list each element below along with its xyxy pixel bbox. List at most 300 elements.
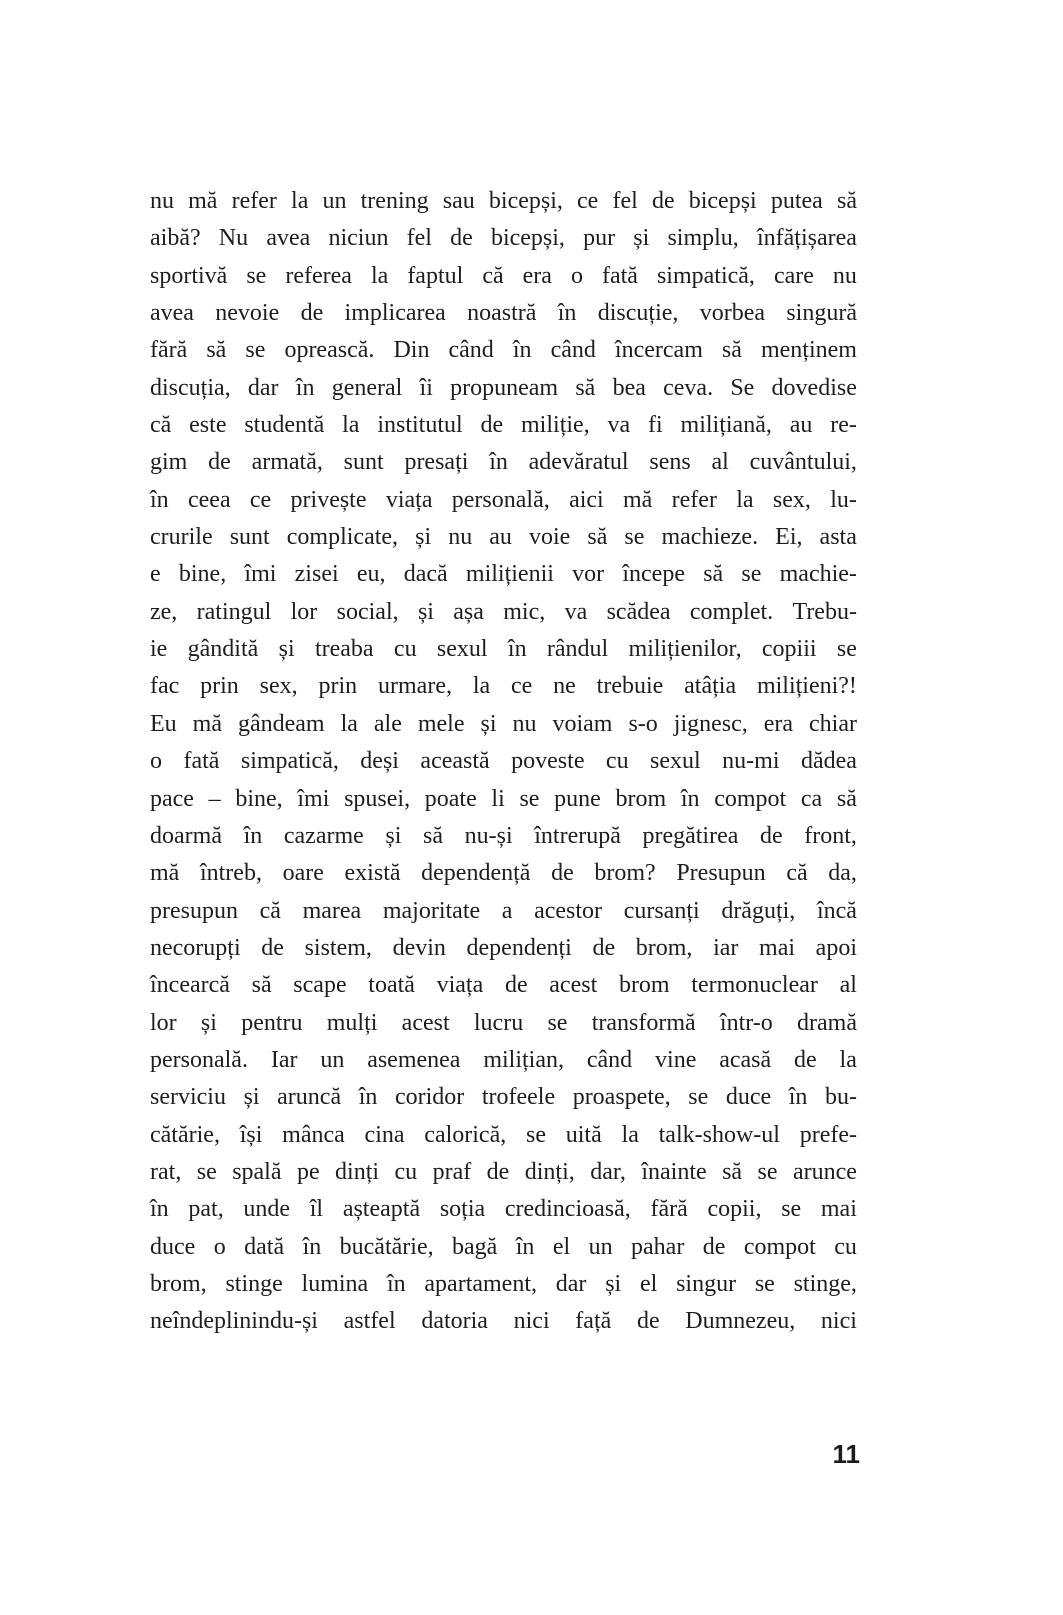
word: discuție,: [597, 300, 679, 327]
word: încearcă: [150, 972, 230, 999]
word: zisei: [294, 561, 339, 588]
word: întrerupă: [534, 822, 621, 849]
word: și: [605, 1270, 622, 1297]
word: duce: [150, 1233, 196, 1260]
word: transformă: [591, 1009, 696, 1036]
word: sex,: [772, 486, 811, 513]
word: jignesc,: [673, 710, 748, 737]
word: talk-show-ul: [658, 1121, 780, 1148]
word: privește: [290, 486, 367, 513]
word: fi: [648, 412, 663, 439]
word: acasă: [719, 1046, 772, 1073]
word: praf: [432, 1158, 472, 1185]
word: acestor: [534, 897, 603, 924]
word: uită: [565, 1121, 602, 1148]
word: la: [370, 262, 389, 289]
word: să: [722, 1158, 743, 1185]
word: lucru: [473, 1009, 524, 1036]
word: în: [557, 300, 577, 327]
word: cătărie,: [150, 1121, 220, 1148]
word: general: [331, 374, 403, 401]
word: stinge: [225, 1270, 283, 1297]
word: se: [196, 1158, 217, 1185]
word: al: [711, 449, 729, 476]
word: miliție,: [521, 412, 590, 439]
word: presupun: [150, 897, 238, 924]
word: și: [480, 710, 497, 737]
word: lumina: [301, 1270, 369, 1297]
text-line: [150, 407, 857, 444]
text-line: [150, 1303, 857, 1340]
word: poveste: [511, 748, 585, 775]
word: scape: [293, 972, 347, 999]
word: pur: [583, 225, 616, 252]
word: gim: [150, 449, 188, 476]
text-line: [150, 183, 857, 220]
word: milițian,: [483, 1046, 564, 1073]
word: avea: [150, 300, 194, 327]
word: drăguți,: [721, 897, 796, 924]
word: lu-: [830, 486, 857, 513]
word: se: [526, 1121, 546, 1148]
word: mă: [188, 188, 218, 214]
word: Trebu-: [792, 598, 857, 625]
word: cu: [393, 636, 417, 663]
word: cazarme: [283, 822, 364, 849]
word: există: [344, 860, 401, 887]
word: singură: [786, 300, 857, 327]
word: începe: [622, 561, 685, 588]
word: la: [291, 188, 309, 214]
word: înfățișarea: [756, 225, 857, 252]
word: să: [587, 524, 608, 551]
word: cu: [834, 1233, 857, 1260]
word: Din: [393, 337, 430, 364]
word: încă: [816, 897, 857, 924]
text-line: [150, 295, 857, 332]
word: îi: [419, 374, 433, 401]
word: Dumnezeu,: [685, 1308, 796, 1335]
word: viața: [436, 972, 484, 999]
word: nu: [832, 262, 857, 289]
word: bu-: [824, 1084, 857, 1111]
text-line: [150, 1042, 857, 1079]
word: la: [340, 710, 358, 737]
word: ratingul: [196, 598, 272, 625]
word: nici: [820, 1308, 857, 1335]
word: această: [420, 748, 490, 775]
word: ce: [577, 188, 599, 214]
word: crurile: [150, 524, 213, 551]
word: spusei,: [344, 785, 411, 812]
word: viața: [385, 486, 433, 513]
word: dependență: [421, 860, 531, 887]
word: mulți: [326, 1009, 378, 1036]
word: cu: [394, 1158, 418, 1185]
word: la: [342, 412, 360, 439]
word: refer: [231, 188, 277, 214]
word: nevoie: [215, 300, 280, 327]
word: atâția: [684, 673, 737, 700]
word: mă: [192, 710, 222, 737]
word: pregătirea: [642, 822, 739, 849]
word: în: [515, 1233, 535, 1260]
text-line: [150, 332, 857, 369]
word: dinți,: [524, 1158, 575, 1185]
word: s-o: [628, 710, 658, 737]
word: la: [472, 673, 491, 700]
word: serviciu: [150, 1084, 226, 1111]
word: era: [763, 710, 794, 737]
word: lor: [290, 598, 318, 625]
word: institutul: [377, 412, 463, 439]
word: el: [639, 1270, 658, 1297]
word: când: [550, 337, 596, 364]
word: bucătărie,: [339, 1233, 434, 1260]
word: o: [213, 1233, 226, 1260]
word: pace: [150, 785, 194, 812]
word: se: [757, 1158, 778, 1185]
word: de: [794, 1046, 817, 1073]
word: un: [588, 1233, 613, 1260]
word: necorupți: [150, 934, 241, 961]
word: să: [251, 972, 272, 999]
word: menținem: [760, 337, 857, 364]
word: Iar: [270, 1046, 298, 1073]
word: sexul: [436, 636, 488, 663]
text-line: [150, 967, 857, 1004]
word: doarmă: [150, 822, 222, 849]
word: Presupun: [676, 860, 766, 887]
word: dată: [244, 1233, 285, 1260]
word: bea: [612, 374, 646, 401]
word: prin: [200, 673, 239, 700]
word: se: [246, 262, 267, 289]
text-line: [150, 1191, 857, 1228]
word: sau: [442, 188, 475, 214]
word: ceva.: [663, 374, 714, 401]
word: Eu: [150, 710, 177, 737]
word: pahar: [631, 1233, 685, 1260]
text-line: [150, 444, 857, 481]
text-line: [150, 631, 857, 668]
word: Se: [730, 374, 755, 401]
text-line: [150, 855, 857, 892]
word: studentă: [244, 412, 325, 439]
word: copiii: [761, 636, 817, 663]
word: un: [320, 1046, 345, 1073]
word: implicarea: [344, 300, 446, 327]
word: și: [200, 1009, 217, 1036]
word: de: [636, 1308, 660, 1335]
word: voie: [528, 524, 571, 551]
word: referea: [285, 262, 352, 289]
word: termonuclear: [691, 972, 818, 999]
word: nici: [513, 1308, 550, 1335]
word: scădea: [606, 598, 671, 625]
word: nu: [448, 524, 473, 551]
text-line: [150, 1229, 857, 1266]
word: de: [300, 300, 324, 327]
word: în: [489, 449, 508, 476]
word: machie-: [779, 561, 857, 588]
word: urmare,: [378, 673, 452, 700]
word: proaspete,: [572, 1084, 671, 1111]
word: poate: [424, 785, 477, 812]
word: se: [519, 785, 540, 812]
word: toată: [368, 972, 415, 999]
word: în: [150, 1196, 169, 1223]
word: eu,: [356, 561, 386, 588]
word: așteaptă: [342, 1196, 421, 1223]
word: chiar: [809, 710, 857, 737]
word: el: [552, 1233, 571, 1260]
word: sportivă: [150, 262, 228, 289]
word: o: [150, 748, 162, 775]
word: discuția,: [150, 374, 231, 401]
word: și: [633, 225, 650, 252]
word: treaba: [314, 636, 374, 663]
word: aruncă: [277, 1084, 342, 1111]
word: într-o: [719, 1009, 773, 1036]
word: prefe-: [799, 1121, 857, 1148]
word: vor: [572, 561, 605, 588]
word: în: [788, 1084, 808, 1111]
word: de: [208, 449, 231, 476]
word: rândul: [546, 636, 609, 663]
word: fel: [406, 225, 432, 252]
word: dar: [555, 1270, 587, 1297]
word: vorbea: [699, 300, 766, 327]
text-line: [150, 556, 857, 593]
word: de: [480, 412, 504, 439]
word: fără: [650, 1196, 688, 1223]
word: și: [417, 598, 434, 625]
word: bicepși,: [490, 225, 565, 252]
word: față: [575, 1308, 612, 1335]
word: întreb,: [199, 860, 262, 887]
word: de: [504, 972, 528, 999]
word: personală,: [451, 486, 550, 513]
word: copii,: [707, 1196, 762, 1223]
word: la: [839, 1046, 857, 1073]
word: se: [741, 561, 762, 588]
word: aibă?: [150, 225, 201, 252]
word: asta: [819, 524, 857, 551]
word: fac: [150, 673, 180, 700]
word: era: [522, 262, 552, 289]
word: gândită: [187, 636, 259, 663]
word: ne: [553, 673, 576, 700]
word: Nu: [218, 225, 249, 252]
word: avea: [266, 225, 311, 252]
word: îmi: [244, 561, 277, 588]
word: faptul: [407, 262, 464, 289]
word: machieze.: [661, 524, 759, 551]
word: milițieni?!: [756, 673, 857, 700]
word: apoi: [815, 934, 857, 961]
word: mânca: [282, 1121, 345, 1148]
body-text: [150, 183, 857, 1341]
word: datoria: [421, 1308, 488, 1335]
word: îl: [309, 1196, 324, 1223]
word: să: [836, 188, 857, 214]
word: personală.: [150, 1046, 248, 1073]
word: e: [150, 561, 161, 588]
word: sens: [649, 449, 691, 476]
word: simpatică,: [656, 262, 755, 289]
word: în: [507, 636, 527, 663]
word: să: [703, 561, 724, 588]
word: o: [570, 262, 583, 289]
word: ce: [511, 673, 533, 700]
word: propuneam: [450, 374, 559, 401]
word: noastră: [467, 300, 537, 327]
word: și: [243, 1084, 260, 1111]
word: mai: [759, 934, 796, 961]
text-line: [150, 1266, 857, 1303]
word: vine: [655, 1046, 697, 1073]
word: trofeele: [481, 1084, 556, 1111]
word: va: [607, 412, 631, 439]
text-line: [150, 370, 857, 407]
word: ca: [800, 785, 823, 812]
word: Ei,: [775, 524, 803, 551]
word: compot: [743, 1233, 816, 1260]
word: complet.: [689, 598, 774, 625]
text-line: [150, 594, 857, 631]
text-line: [150, 519, 857, 556]
word: li: [491, 785, 505, 812]
word: a: [501, 897, 513, 924]
word: nu: [512, 710, 537, 737]
word: milițienilor,: [628, 636, 742, 663]
word: complicate,: [286, 524, 399, 551]
word: brom?: [594, 860, 656, 887]
word: oare: [282, 860, 324, 887]
word: milițiană,: [680, 412, 772, 439]
word: care: [773, 262, 814, 289]
word: fel: [612, 188, 638, 214]
word: adevăratul: [528, 449, 629, 476]
text-line: [150, 1154, 857, 1191]
word: sistem,: [304, 934, 372, 961]
word: în: [243, 822, 263, 849]
word: dovedise: [771, 374, 857, 401]
word: pentru: [241, 1009, 303, 1036]
word: dar,: [590, 1158, 626, 1185]
word: cu: [605, 748, 629, 775]
word: își: [239, 1121, 263, 1148]
word: ze,: [150, 598, 178, 625]
word: să: [206, 337, 227, 364]
word: brom: [618, 972, 670, 999]
word: devin: [392, 934, 446, 961]
text-line: [150, 482, 857, 519]
word: arunce: [792, 1158, 857, 1185]
word: dramă: [797, 1009, 857, 1036]
word: să: [721, 337, 742, 364]
word: un: [322, 188, 347, 214]
word: marea: [302, 897, 362, 924]
word: bine,: [235, 785, 283, 812]
word: de: [261, 934, 284, 961]
text-line: [150, 1005, 857, 1042]
word: că: [786, 860, 808, 887]
word: neîndeplinindu-și: [150, 1308, 318, 1335]
word: în: [512, 337, 532, 364]
word: nu-și: [464, 822, 513, 849]
word: bicepși: [688, 188, 757, 214]
word: încercam: [614, 337, 703, 364]
word: mic,: [503, 598, 546, 625]
word: mă: [150, 860, 180, 887]
word: sex,: [259, 673, 298, 700]
word: că: [259, 897, 281, 924]
word: –: [208, 785, 221, 812]
word: în: [358, 1084, 378, 1111]
word: ale: [373, 710, 402, 737]
word: bagă: [452, 1233, 498, 1260]
word: coridor: [394, 1084, 465, 1111]
word: că: [482, 262, 504, 289]
text-line: [150, 220, 857, 257]
word: apartament,: [424, 1270, 537, 1297]
word: ceea: [187, 486, 231, 513]
word: sunt: [229, 524, 270, 551]
word: ce: [249, 486, 272, 513]
word: majoritate: [382, 897, 481, 924]
word: unde: [243, 1196, 291, 1223]
word: brom,: [635, 934, 693, 961]
word: acest: [401, 1009, 450, 1036]
word: cursanți: [623, 897, 700, 924]
word: singur: [676, 1270, 737, 1297]
word: de: [551, 860, 574, 887]
word: fată: [183, 748, 220, 775]
word: compot: [714, 785, 787, 812]
word: brom: [615, 785, 667, 812]
word: în: [302, 1233, 322, 1260]
word: se: [547, 1009, 568, 1036]
word: aici: [569, 486, 604, 513]
word: social,: [336, 598, 399, 625]
word: gândeam: [237, 710, 325, 737]
word: deși: [360, 748, 399, 775]
word: oprească.: [284, 337, 375, 364]
text-line: [150, 743, 857, 780]
word: de: [760, 822, 783, 849]
word: și: [415, 524, 432, 551]
text-line: [150, 258, 857, 295]
word: de: [651, 188, 675, 214]
word: milițienii: [465, 561, 554, 588]
word: așa: [453, 598, 484, 625]
word: simplu,: [667, 225, 739, 252]
word: dar: [247, 374, 279, 401]
word: va: [564, 598, 588, 625]
word: în: [150, 486, 169, 513]
word: acest: [549, 972, 598, 999]
word: soția: [439, 1196, 486, 1223]
word: și: [278, 636, 295, 663]
word: credincioasă,: [504, 1196, 631, 1223]
word: voiam: [552, 710, 613, 737]
word: lor: [150, 1009, 177, 1036]
word: să: [836, 785, 857, 812]
word: duce: [725, 1084, 772, 1111]
word: mele: [417, 710, 465, 737]
